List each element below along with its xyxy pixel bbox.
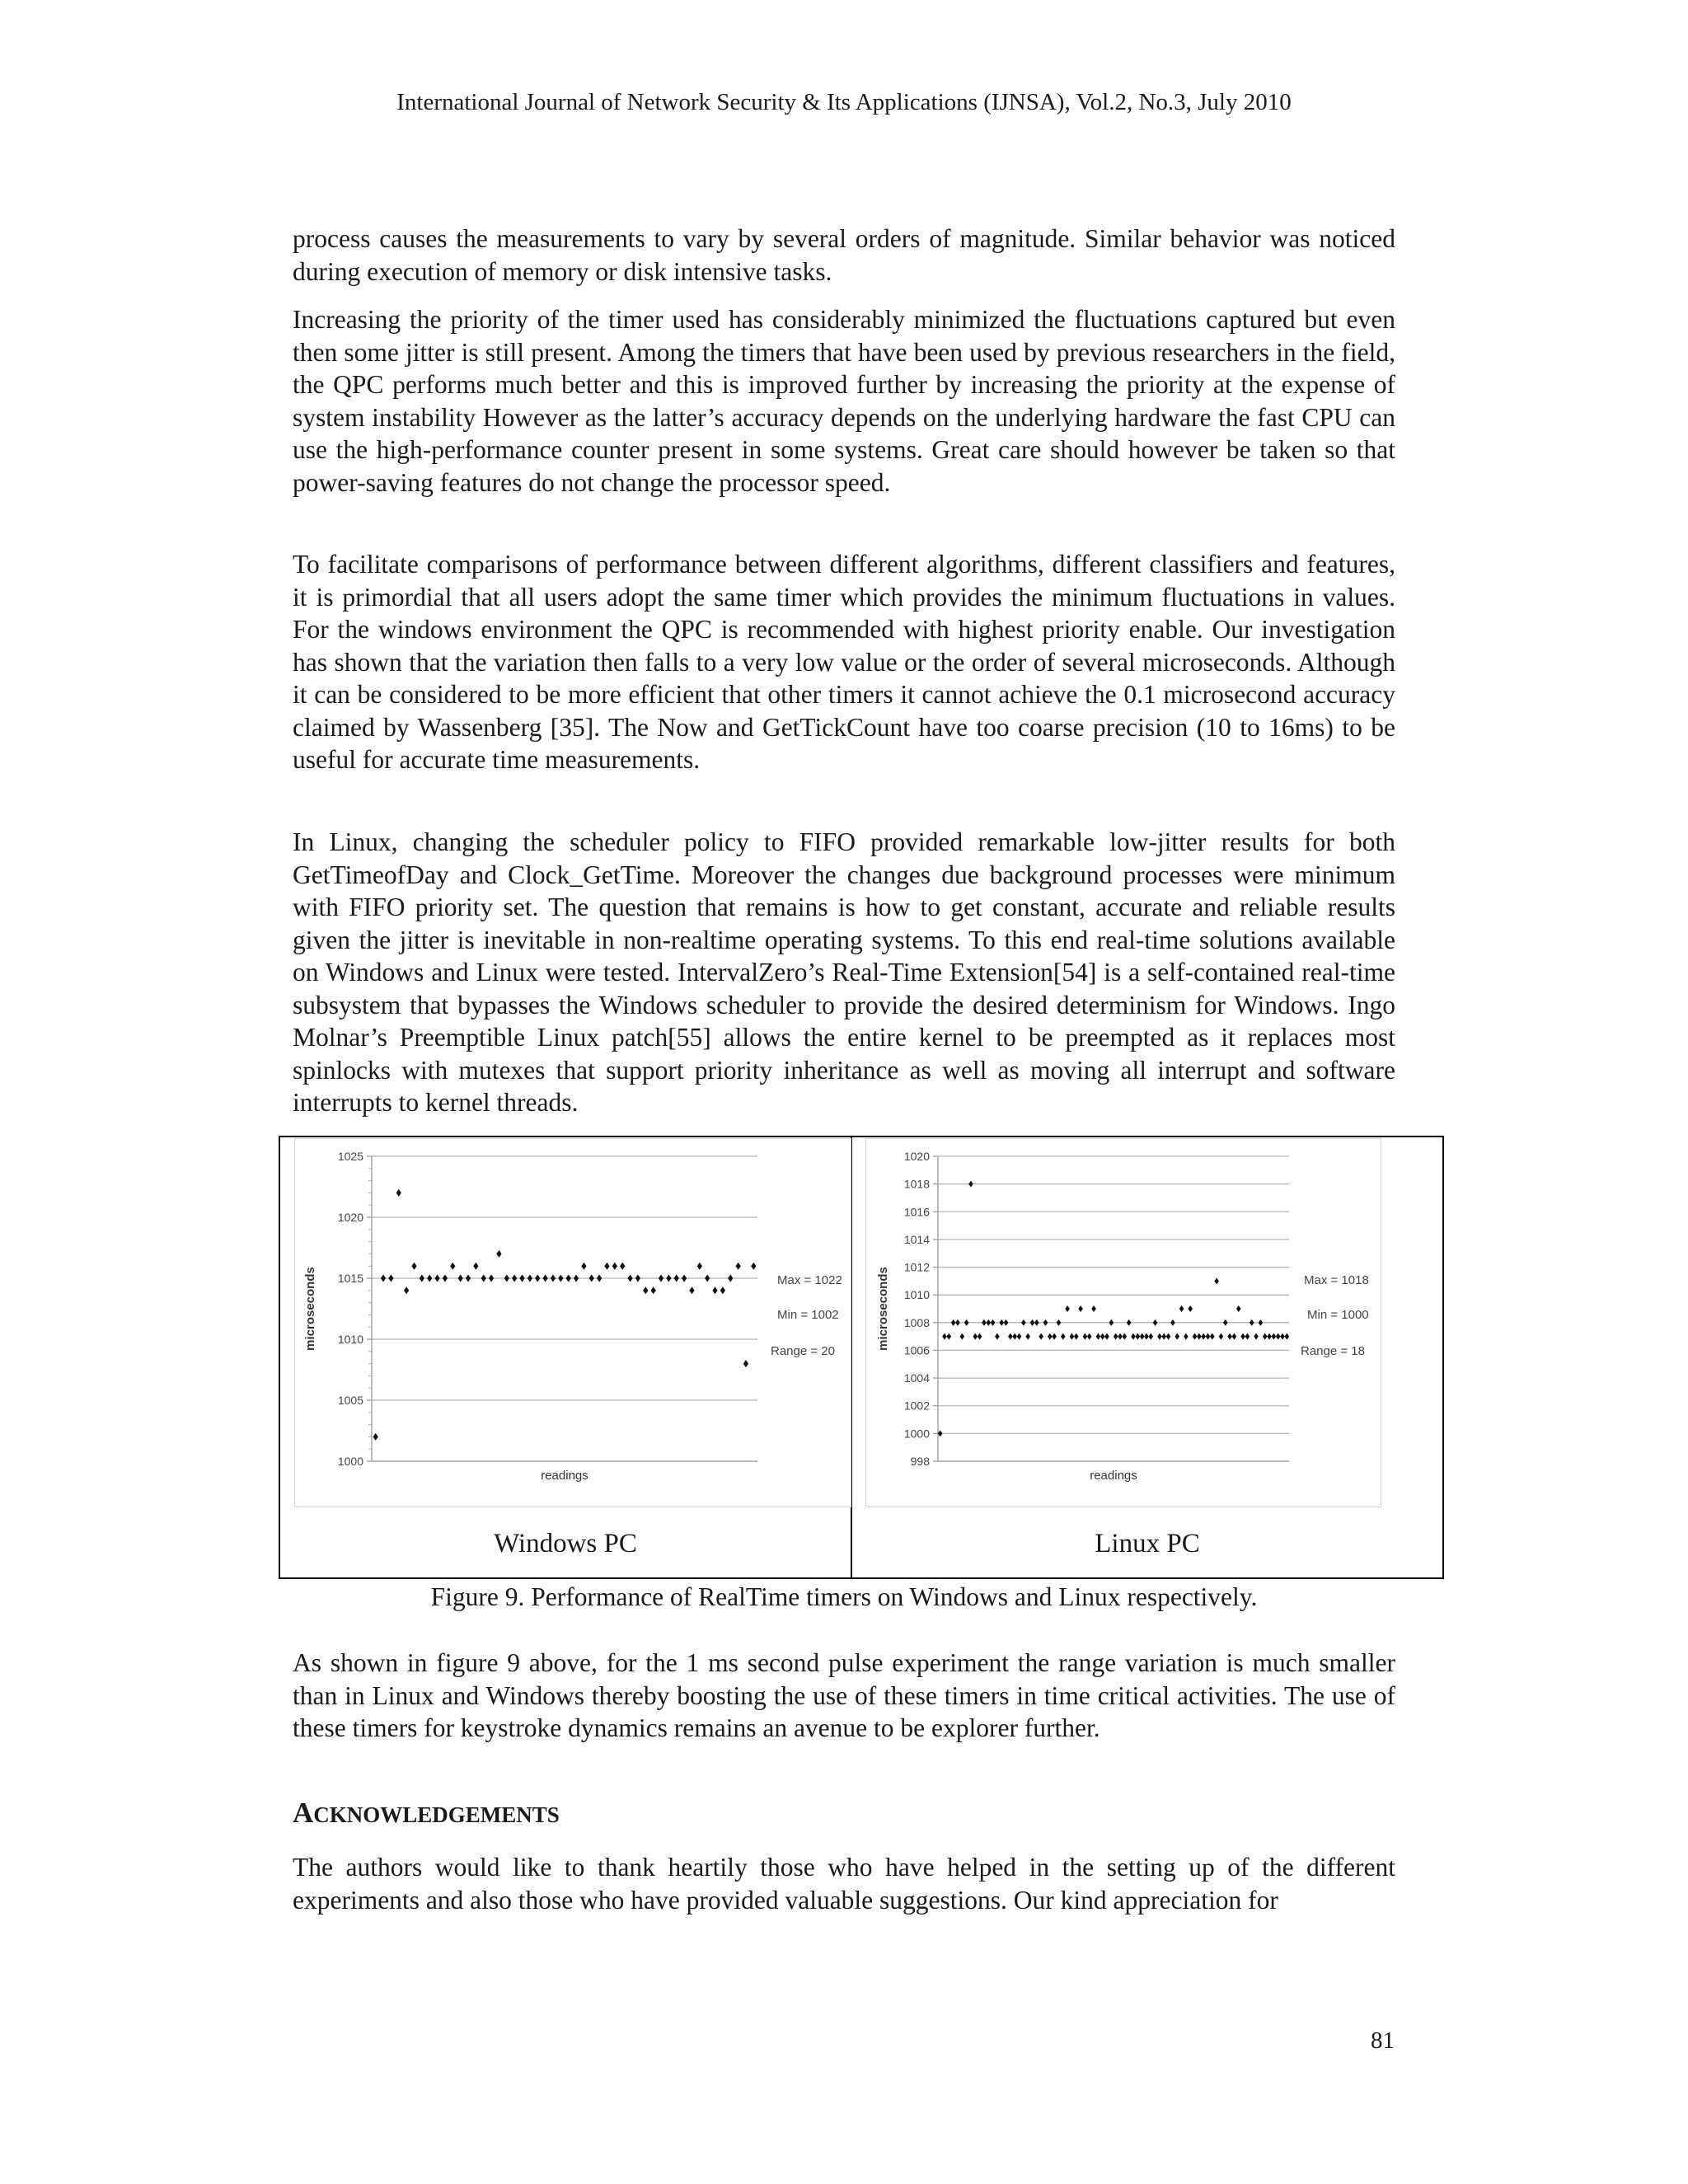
y-tick-label: 1012 [903,1260,930,1274]
chart-background [294,1138,851,1507]
y-tick-label: 1020 [903,1150,930,1163]
y-tick-label: 1020 [337,1211,363,1224]
linux-chart [865,1138,1381,1507]
y-tick-label: 1010 [903,1288,930,1302]
page-number: 81 [1371,2027,1395,2054]
y-tick-label: 1025 [337,1150,363,1163]
heading-rest: CKNOWLEDGEMENTS [313,1802,560,1827]
y-tick-label: 1008 [903,1315,930,1329]
linux-panel-label: Linux PC [1095,1529,1200,1558]
y-tick-label: 1000 [903,1427,930,1441]
windows-panel-label: Windows PC [494,1529,637,1558]
y-tick-label: 1018 [903,1177,930,1191]
body-paragraph: The authors would like to thank heartily those who have helped in the setting up of the different experiments and also those who have provided valuable suggestions. Our kind appreciation for [293,1853,1395,1915]
body-paragraph: In Linux, changing the scheduler policy to FIFO provided remarkable low-jitter results for both GetTimeofDay and Clock_GetTime. Moreover the changes due background processes were minimum with FIFO priority set. The question that remains is how to get constant, accurate and reliable results given the jitter is inevitable in non-realtime operating systems. To this end real-time solutions available on Windows and Linux were tested. IntervalZero’s Real-Time Extension[54] is a self-contained real-time subsystem that bypasses the Windows scheduler to provide the desired determinism for Windows. Ingo Molnar’s Preemptible Linux patch[55] allows the entire kernel to be preempted as it replaces most spinlocks with mutexes that support priority inheritance as well as moving all interrupt and software interrupts to kernel threads. [293,827,1395,1117]
windows-chart [294,1138,851,1507]
section-heading-acknowledgements [293,1797,560,1830]
legend-range: Range = 18 [1301,1344,1365,1358]
body-paragraph: As shown in figure 9 above, for the 1 ms second pulse experiment the range variation is much smaller than in Linux and Windows thereby boosting the use of these timers in time critical activities. The use of these timers for keystroke dynamics remains an avenue to be explorer further. [293,1648,1395,1742]
y-tick-label: 1005 [337,1394,363,1407]
x-axis-label: readings [1090,1469,1137,1483]
y-tick-label: 1006 [903,1343,930,1357]
legend-max: Max = 1022 [777,1273,842,1287]
y-tick-label: 1014 [903,1232,930,1246]
y-tick-label: 1016 [903,1205,930,1219]
figure-caption: Figure 9. Performance of RealTime timers on Windows and Linux respectively. [430,1582,1258,1611]
legend-min: Min = 1002 [777,1308,839,1322]
y-axis-label: microseconds [303,1267,317,1351]
y-tick-label: 1000 [337,1455,363,1468]
running-header: International Journal of Network Security & Its Applications (IJNSA), Vol.2, No.3, July 2010 [396,89,1292,115]
y-tick-label: 1010 [337,1333,363,1346]
legend-max: Max = 1018 [1304,1273,1369,1287]
body-paragraph: process causes the measurements to vary by several orders of magnitude. Similar behavior was noticed during execution of memory or disk intensive tasks. [293,224,1395,286]
legend-range: Range = 20 [771,1344,835,1358]
body-paragraph: To facilitate comparisons of performance between different algorithms, different classifiers and features, it is primordial that all users adopt the same timer which provides the minimum fluctuations in values. For the windows environment the QPC is recommended with highest priority enable. Our investigation has shown that the variation then falls to a very low value or the order of several microseconds. Although it can be considered to be more efficient that other timers it cannot achieve the 0.1 microsecond accuracy claimed by Wassenberg [35]. The Now and GetTickCount have too coarse precision (10 to 16ms) to be useful for accurate time measurements. [293,550,1395,774]
y-tick-label: 1002 [903,1399,930,1413]
legend-min: Min = 1000 [1307,1308,1369,1322]
y-tick-label: 1015 [337,1272,363,1285]
x-axis-label: readings [541,1469,588,1483]
y-tick-label: 998 [910,1455,930,1468]
heading-initial: A [293,1797,314,1829]
y-axis-label: microseconds [876,1267,890,1351]
body-paragraph: Increasing the priority of the timer used has considerably minimized the fluctuations captured but even then some jitter is still present. Among the timers that have been used by previous researchers in the field, the QPC performs much better and this is improved further by increasing the priority at the expense of system instability However as the latter’s accuracy depends on the underlying hardware the fast CPU can use the high-performance counter present in some systems. Great care should however be taken so that power-saving features do not change the processor speed. [293,305,1395,497]
y-tick-label: 1004 [903,1371,930,1385]
